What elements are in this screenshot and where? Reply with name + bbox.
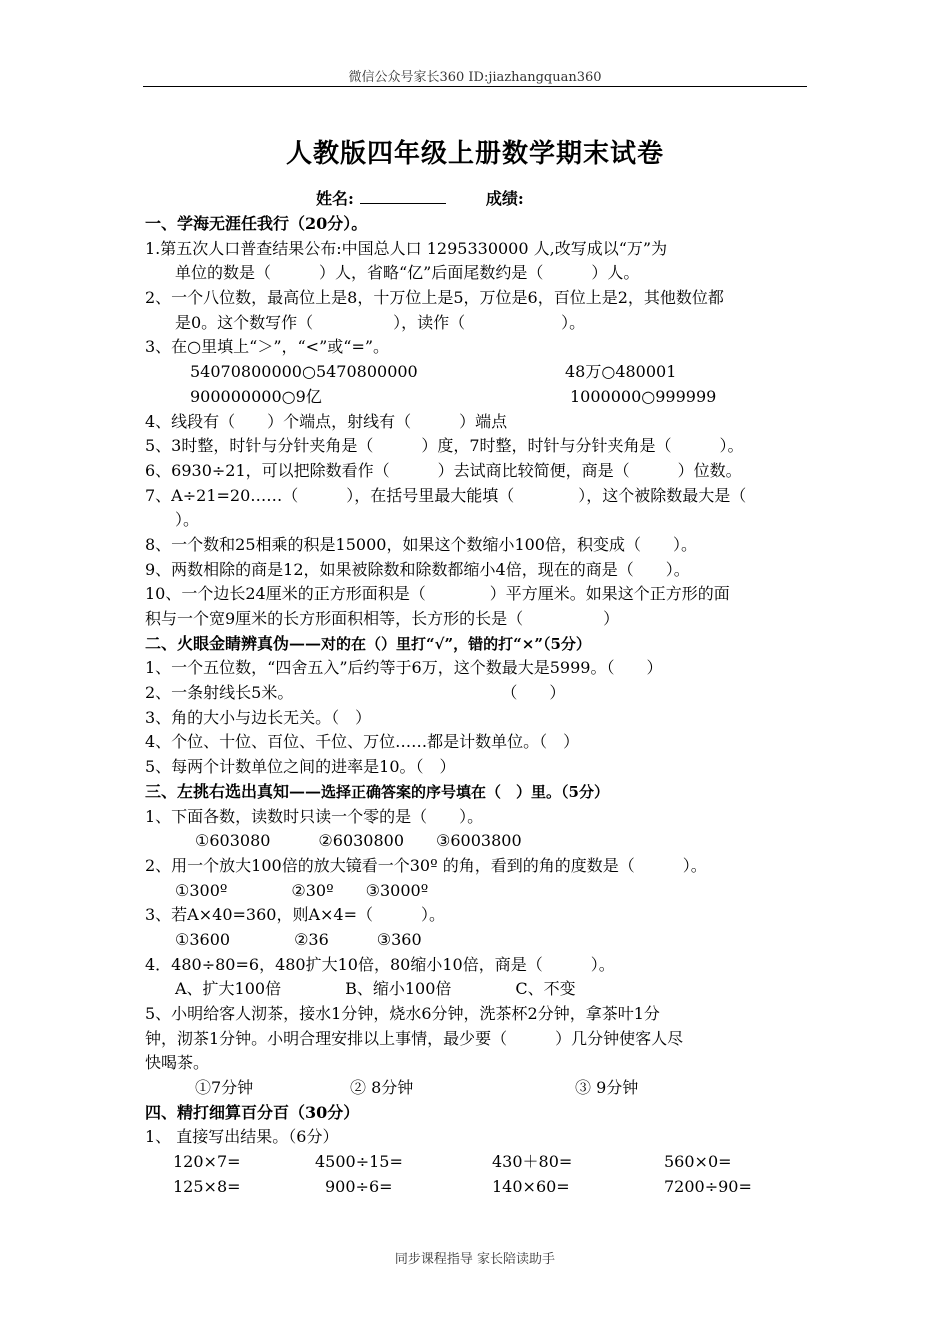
s3-q3: 3、若A×40=360，则A×4=（ ）。: [145, 905, 445, 925]
calc-item: 7200÷90=: [664, 1176, 752, 1196]
calc-item: 125×8=: [173, 1176, 241, 1196]
s3-q1: 1、下面各数，读数时只读一个零的是（ ）。: [145, 806, 484, 826]
calc-item: 900÷6=: [325, 1176, 393, 1196]
section-2-instruction: 对的在（）里打“√”，错的打“×”（5分）: [321, 634, 591, 653]
s3-q5-line2: 钟，沏茶1分钟。小明合理安排以上事情，最少要（ ）几分钟使客人尽: [145, 1028, 684, 1048]
s3-q3-options: ①3600 ②36 ③360: [175, 929, 422, 949]
s3-q5-option-2: ② 8分钟: [350, 1078, 414, 1098]
s1-q3-compare-1: 54070800000○5470800000: [190, 362, 418, 382]
s2-q3: 3、角的大小与边长无关。（ ）: [145, 707, 372, 727]
s1-q10-line2: 积与一个宽9厘米的长方形面积相等，长方形的长是（ ）: [145, 609, 620, 628]
calc-item: 430＋80=: [492, 1152, 573, 1172]
section-3-instruction: 选择正确答案的序号填在（ ）里。（5分）: [321, 782, 609, 801]
exam-content: [145, 212, 809, 1200]
page-header: 微信公众号家长360 ID:jiazhangquan360: [348, 70, 602, 85]
section-2-heading: [145, 632, 809, 657]
s3-q5-option-1: ①7分钟: [195, 1078, 254, 1098]
calc-item: 4500÷15=: [315, 1152, 403, 1172]
page-footer: 同步课程指导 家长陪读助手: [394, 1252, 556, 1267]
s1-q1-line1: 1.第五次人口普查结果公布:中国总人口 1295330000 人,改写成以“万”为: [145, 238, 668, 258]
calc-item: 140×60=: [492, 1176, 570, 1196]
s3-q2-options: ①300º ②30º ③3000º: [175, 880, 429, 900]
header-rule: [143, 86, 807, 87]
s3-q5-option-3: ③ 9分钟: [575, 1078, 639, 1098]
section-1-heading: 一、学海无涯任我行（20分）。: [145, 214, 368, 233]
s1-q5: 5、3时整，时针与分针夹角是（ ）度，7时整，时针与分针夹角是（ ）。: [145, 436, 744, 456]
s3-q5-line1: 5、小明给客人沏茶，接水1分钟，烧水6分钟，洗茶杯2分钟，拿茶叶1分: [145, 1004, 660, 1023]
s4-calc-row-2: [145, 1175, 809, 1200]
name-score-row: [316, 186, 524, 209]
section-3-title: 三、左挑右选出真知——: [145, 781, 322, 801]
s1-q6: 6、6930÷21，可以把除数看作（ ）去试商比较简便，商是（ ）位数。: [145, 460, 742, 480]
s1-q3-row2: [145, 385, 809, 410]
s2-q4: 4、个位、十位、百位、千位、万位……都是计数单位。（ ）: [145, 732, 580, 752]
s1-q7-line1: 7、A÷21=20……（ ），在括号里最大能填（ ），这个被除数最大是（: [145, 485, 747, 505]
s1-q3: 3、在○里填上“＞”，“<”或“=”。: [145, 337, 390, 357]
s1-q7-line2: ）。: [175, 510, 200, 530]
s1-q3-compare-3: 900000000○9亿: [190, 386, 322, 406]
s4-calc-row-1: [145, 1150, 809, 1175]
calc-item: 120×7=: [173, 1152, 241, 1172]
score-label: 成绩:: [485, 189, 524, 208]
s1-q1-line2: 单位的数是（ ）人，省略“亿”后面尾数约是（ ）人。: [175, 263, 640, 283]
s3-q4-options: A、扩大100倍 B、缩小100倍 C、不变: [175, 979, 576, 999]
s2-q1: 1、一个五位数，“四舍五入”后约等于6万，这个数最大是5999。（ ）: [145, 658, 663, 678]
exam-title: 人教版四年级上册数学期末试卷: [285, 139, 664, 169]
name-label: 姓名:: [316, 189, 354, 208]
s3-q1-options: ①603080 ②6030800 ③6003800: [195, 831, 522, 851]
s1-q3-compare-4: 1000000○999999: [570, 386, 717, 406]
name-blank: [360, 189, 446, 204]
s1-q2-line2: 是0。这个数写作（ ），读作（ ）。: [175, 312, 586, 332]
s2-q2: 2、一条射线长5米。 （ ）: [145, 683, 566, 703]
s3-q4: 4．480÷80=6，480扩大10倍，80缩小10倍，商是（ ）。: [145, 954, 615, 974]
calc-item: 560×0=: [664, 1152, 732, 1172]
s3-q5-line3: 快喝茶。: [145, 1053, 210, 1073]
s4-q1: 1、 直接写出结果。（6分）: [145, 1127, 339, 1147]
section-3-heading: [145, 780, 809, 805]
s1-q8: 8、一个数和25相乘的积是15000，如果这个数缩小100倍，积变成（ ）。: [145, 534, 697, 554]
s3-q2: 2、用一个放大100倍的放大镜看一个30º 的角，看到的角的度数是（ ）。: [145, 855, 707, 875]
s1-q3-compare-2: 48万○480001: [565, 362, 677, 382]
s1-q4: 4、线段有（ ）个端点，射线有（ ）端点: [145, 411, 508, 431]
s1-q3-row1: [145, 360, 809, 385]
section-4-heading: 四、精打细算百分百（30分）: [145, 1102, 360, 1122]
s1-q10-line1: 10、一个边长24厘米的正方形面积是（ ）平方厘米。如果这个正方形的面: [145, 584, 730, 604]
s1-q9: 9、两数相除的商是12，如果被除数和除数都缩小4倍，现在的商是（ ）。: [145, 559, 690, 579]
s1-q2-line1: 2、一个八位数，最高位上是8，十万位上是5，万位是6，百位上是2，其他数位都: [145, 288, 724, 308]
s2-q5: 5、每两个计数单位之间的进率是10。（ ）: [145, 757, 456, 777]
s3-q5-options: [145, 1076, 809, 1101]
section-2-title: 二、火眼金睛辨真伪——: [145, 633, 322, 653]
